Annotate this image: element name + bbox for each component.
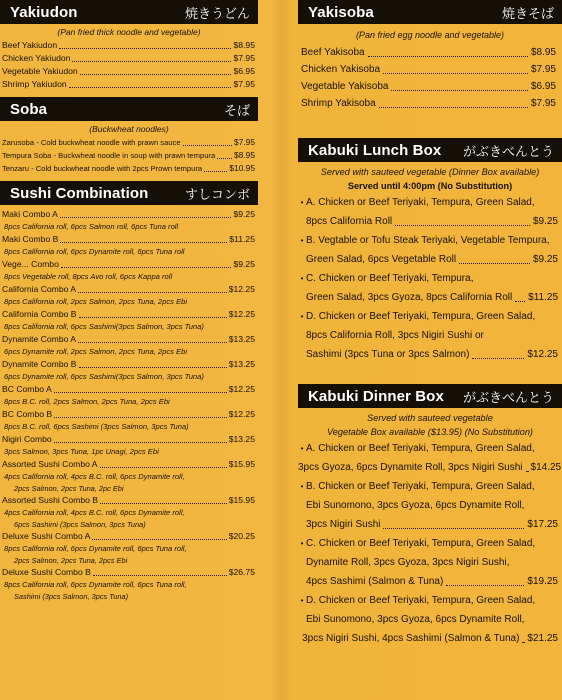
soba-list <box>0 136 258 175</box>
sushi-combo-header <box>0 181 258 205</box>
box-option <box>298 231 562 269</box>
option-price: $9.25 <box>532 254 558 265</box>
option-line <box>298 515 562 534</box>
option-line <box>298 439 562 458</box>
option-line <box>298 458 562 477</box>
dot-leader <box>69 87 232 88</box>
option-text: A. Chicken or Beef Teriyaki, Tempura, Green Salad, <box>306 443 535 454</box>
option-text: C. Chicken or Beef Teriyaki, Tempura, <box>306 273 474 284</box>
dot-leader <box>54 442 227 443</box>
menu-item <box>0 65 258 78</box>
option-line <box>298 572 562 591</box>
option-line <box>298 496 562 515</box>
item-name: Deluxe Sushi Combo A <box>2 531 91 541</box>
dot-leader <box>80 74 232 75</box>
menu-item <box>0 358 258 371</box>
item-description: 8pcs California roll, 6pcs Salmon roll, 6pcs Tuna roll <box>4 222 179 231</box>
section-title-japanese: そば <box>223 102 250 118</box>
item-price: $20.25 <box>228 531 255 541</box>
option-line <box>298 269 562 288</box>
item-name: Dynamite Combo B <box>2 359 77 369</box>
menu-item <box>298 78 562 95</box>
dot-leader <box>204 171 227 172</box>
lunch-box-header <box>298 138 562 162</box>
item-description: 8pcs California roll, 6pcs Dynamite roll, 6pcs Tuna roll, <box>4 544 187 553</box>
dot-leader <box>515 301 525 302</box>
option-text: D. Chicken or Beef Teriyaki, Tempura, Green Salad, <box>306 311 536 322</box>
item-description: 6pcs Dynamite roll, 6pcs Sashimi(3pcs Salmon, 3pcs Tuna) <box>4 372 204 381</box>
dot-leader <box>391 90 527 91</box>
item-name: BC Combo A <box>2 384 52 394</box>
option-text: 4pcs Sashimi (Salmon & Tuna) <box>306 576 444 587</box>
yakisoba-list <box>298 44 562 112</box>
option-line <box>298 477 562 496</box>
dot-leader <box>100 467 227 468</box>
menu-item <box>0 530 258 543</box>
item-name: Shrimp Yakiudon <box>2 79 67 89</box>
item-name: Vegetable Yakisoba <box>301 81 389 92</box>
option-line <box>298 307 562 326</box>
item-description: 8pcs B.C. roll, 2pcs Salmon, 2pcs Tuna, 2pcs Ebi <box>4 397 170 406</box>
dot-leader <box>459 263 530 264</box>
option-line <box>298 193 562 212</box>
dot-leader <box>78 342 227 343</box>
dinner-box-list <box>298 439 562 648</box>
box-option <box>298 193 562 231</box>
sushi-combo-list <box>0 208 258 602</box>
menu-item <box>298 61 562 78</box>
dinner-box-header <box>298 384 562 408</box>
box-option <box>298 307 562 364</box>
option-line <box>298 610 562 629</box>
option-line <box>298 553 562 572</box>
item-name: Vegetable Yakiudon <box>2 66 78 76</box>
item-price: $6.95 <box>530 81 556 92</box>
item-price: $8.95 <box>233 40 255 50</box>
dot-leader <box>183 145 232 146</box>
option-text: D. Chicken or Beef Teriyaki, Tempura, Green Salad, <box>306 595 536 606</box>
lunch-box-note: Served with sauteed vegetable (Dinner Box available) <box>320 167 540 177</box>
menu-item <box>0 383 258 396</box>
section-title: Yakiudon <box>10 3 78 21</box>
option-text: C. Chicken or Beef Teriyaki, Tempura, Green Salad, <box>306 538 536 549</box>
menu-item <box>0 208 258 221</box>
section-title-japanese: がぶきべんとう <box>462 389 554 405</box>
option-price: $11.25 <box>528 292 558 303</box>
item-price: $12.25 <box>228 309 255 319</box>
right-column <box>298 0 562 700</box>
item-name: Assorted Sushi Combo A <box>2 459 98 469</box>
yakisoba-header <box>298 0 562 24</box>
item-price: $9.25 <box>233 259 255 269</box>
dot-leader <box>383 528 524 529</box>
option-text: A. Chicken or Beef Teriyaki, Tempura, Green Salad, <box>306 197 535 208</box>
item-price: $13.25 <box>228 334 255 344</box>
dot-leader <box>79 317 227 318</box>
option-text: Ebi Sunomono, 3pcs Gyoza, 6pcs Dynamite Roll, <box>306 614 525 625</box>
option-line <box>298 629 562 648</box>
item-description: 8pcs California roll, 6pcs Sashimi(3pcs Salmon, 3pcs Tuna) <box>4 322 204 331</box>
menu-item <box>298 44 562 61</box>
menu-item <box>0 149 258 162</box>
bullet-icon: • <box>300 539 304 548</box>
option-line <box>298 326 562 345</box>
option-text: B. Vegtable or Tofu Steak Teriyaki, Vegetable Tempura, <box>306 235 550 246</box>
box-option <box>298 269 562 307</box>
dot-leader <box>368 56 528 57</box>
option-line <box>298 591 562 610</box>
item-description: 8pcs California roll, 6pcs Dynamite roll, 6pcs Tuna roll <box>4 247 185 256</box>
item-price: $6.95 <box>233 66 255 76</box>
dinner-box-vegetable-note: Vegetable Box available ($13.95) (No Substitution) <box>327 427 533 437</box>
option-text: Ebi Sunomono, 3pcs Gyoza, 6pcs Dynamite Roll, <box>306 500 525 511</box>
menu-item <box>298 95 562 112</box>
menu-item <box>0 458 258 471</box>
item-price: $13.25 <box>228 359 255 369</box>
item-price: $7.95 <box>233 79 255 89</box>
box-option <box>298 439 562 477</box>
item-name: Tempura Soba - Buckwheat noodle in soup with prawn tempura <box>2 151 216 160</box>
menu-item <box>0 258 258 271</box>
item-price: $7.95 <box>234 137 255 147</box>
menu-item <box>0 233 258 246</box>
dot-leader <box>61 267 232 268</box>
item-description: 8pcs Vegetable roll, 8pcs Avo roll, 6pcs Kappa roll <box>4 272 173 281</box>
item-name: California Combo B <box>2 309 77 319</box>
dot-leader <box>78 292 227 293</box>
option-text: Green Salad, 3pcs Gyoza, 8pcs California Roll <box>306 292 513 303</box>
menu-item <box>0 566 258 579</box>
option-price: $19.25 <box>527 576 558 587</box>
option-line <box>298 534 562 553</box>
yakisoba-subtitle: (Pan fried egg noodle and vegetable) <box>355 30 505 40</box>
option-price: $21.25 <box>527 633 558 644</box>
item-description-continued: Sashimi (3pcs Salmon, 3pcs Tuna) <box>14 592 129 601</box>
item-description: 8pcs California roll, 6pcs Dynamite roll, 6pcs Tuna roll, <box>4 580 187 589</box>
box-option <box>298 534 562 591</box>
item-price: $15.95 <box>228 495 255 505</box>
option-text: Sashimi (3pcs Tuna or 3pcs Salmon) <box>306 349 470 360</box>
item-name: Maki Combo A <box>2 209 58 219</box>
option-text: Green Salad, 6pcs Vegetable Roll <box>306 254 457 265</box>
item-name: Assorted Sushi Combo B <box>2 495 99 505</box>
yakiudon-header <box>0 0 258 24</box>
option-line <box>298 345 562 364</box>
item-name: Tenzaru - Cold buckwheat noodle with 2pcs Prown tempura <box>2 164 203 173</box>
item-description-continued: 2pcs Salmon, 2pcs Tuna, 2pc Ebi <box>14 484 124 493</box>
item-name: Chicken Yakisoba <box>301 64 381 75</box>
item-name: Dynamite Combo A <box>2 334 77 344</box>
item-description-continued: 2pcs Salmon, 2pcs Tuna, 2pcs Ebi <box>14 556 128 565</box>
menu-item <box>0 333 258 346</box>
item-name: Vege... Combo <box>2 259 59 269</box>
menu-item <box>0 494 258 507</box>
item-name: BC Combo B <box>2 409 53 419</box>
section-title: Yakisoba <box>308 3 374 21</box>
option-line <box>298 288 562 307</box>
option-line <box>298 212 562 231</box>
box-option <box>298 477 562 534</box>
bullet-icon: • <box>300 444 304 453</box>
item-name: Beef Yakiudon <box>2 40 58 50</box>
menu-item <box>0 78 258 91</box>
option-price: $9.25 <box>532 216 558 227</box>
item-price: $8.95 <box>234 150 255 160</box>
dot-leader <box>100 503 227 504</box>
option-text: 3pcs Gyoza, 6pcs Dynamite Roll, 3pcs Nigiri Sushi <box>298 462 523 473</box>
dot-leader <box>60 217 232 218</box>
item-price: $8.95 <box>530 47 556 58</box>
soba-subtitle: (Buckwheat noodles) <box>89 124 169 134</box>
dot-leader <box>72 61 231 62</box>
item-price: $26.75 <box>228 567 255 577</box>
item-description: 6pcs Dynamite roll, 2pcs Salmon, 2pcs Tuna, 2pcs Ebi <box>4 347 188 356</box>
dot-leader <box>79 367 227 368</box>
item-description: 8pcs B.C. roll, 6pcs Sashimi (3pcs Salmon, 3pcs Tuna) <box>4 422 189 431</box>
item-name: Zarusoba - Cold buckwheat noodle with prawn sauce <box>2 138 181 147</box>
section-title-japanese: がぶきべんとう <box>462 143 554 159</box>
menu-item <box>0 408 258 421</box>
dot-leader <box>472 358 524 359</box>
bullet-icon: • <box>300 274 304 283</box>
item-price: $7.95 <box>530 64 556 75</box>
item-description: 4pcs California roll, 4pcs B.C. roll, 6pcs Dynamite roll, <box>4 508 185 517</box>
item-price: $7.95 <box>530 98 556 109</box>
bullet-icon: • <box>300 482 304 491</box>
item-price: $12.25 <box>228 284 255 294</box>
menu-item <box>0 283 258 296</box>
item-price: $15.95 <box>228 459 255 469</box>
menu-item <box>0 162 258 175</box>
yakiudon-subtitle: (Pan fried thick noodle and vegetable) <box>57 27 201 37</box>
dot-leader <box>92 539 226 540</box>
item-description: 8pcs California roll, 2pcs Salmon, 2pcs Tuna, 2pcs Ebi <box>4 297 188 306</box>
dot-leader <box>383 73 528 74</box>
section-title: Sushi Combination <box>10 184 149 202</box>
lunch-box-list <box>298 193 562 364</box>
bullet-icon: • <box>300 198 304 207</box>
dot-leader <box>522 642 524 643</box>
bullet-icon: • <box>300 236 304 245</box>
dot-leader <box>54 392 227 393</box>
item-name: Maki Combo B <box>2 234 59 244</box>
option-line <box>298 250 562 269</box>
dot-leader <box>60 242 227 243</box>
menu-item <box>0 52 258 65</box>
dot-leader <box>217 158 232 159</box>
menu-item <box>0 308 258 321</box>
section-title: Soba <box>10 100 48 118</box>
dot-leader <box>59 48 231 49</box>
item-price: $10.95 <box>229 163 255 173</box>
item-name: Chicken Yakiudon <box>2 53 71 63</box>
item-name: Shrimp Yakisoba <box>301 98 376 109</box>
option-price: $14.25 <box>530 462 562 473</box>
option-text: 3pcs Nigiri Sushi <box>306 519 381 530</box>
menu-item <box>0 433 258 446</box>
dot-leader <box>395 225 530 226</box>
section-title: Kabuki Lunch Box <box>308 141 442 159</box>
item-price: $11.25 <box>229 234 255 244</box>
section-title-japanese: 焼きそば <box>501 5 554 21</box>
item-price: $12.25 <box>228 384 255 394</box>
item-name: Deluxe Sushi Combo B <box>2 567 91 577</box>
section-title-japanese: 焼きうどん <box>184 5 250 21</box>
item-price: $12.25 <box>228 409 255 419</box>
dot-leader <box>93 575 227 576</box>
item-description: 3pcs Salmon, 3pcs Tuna, 1pc Unagi, 2pcs Ebi <box>4 447 159 456</box>
option-text: 8pcs California Roll <box>306 216 393 227</box>
item-description: 4pcs California roll, 4pcs B.C. roll, 6pcs Dynamite roll, <box>4 472 185 481</box>
item-price: $7.95 <box>233 53 255 63</box>
menu-item <box>0 136 258 149</box>
dot-leader <box>379 107 528 108</box>
box-option <box>298 591 562 648</box>
option-price: $12.25 <box>527 349 558 360</box>
left-column <box>0 0 258 700</box>
lunch-box-hours: Served until 4:00pm (No Substitution) <box>347 181 513 191</box>
option-price: $17.25 <box>527 519 558 530</box>
section-title: Kabuki Dinner Box <box>308 387 444 405</box>
bullet-icon: • <box>300 596 304 605</box>
item-description-continued: 6pcs Sashimi (3pcs Salmon, 3pcs Tuna) <box>14 520 146 529</box>
item-name: Nigiri Combo <box>2 434 52 444</box>
dot-leader <box>526 471 528 472</box>
menu-item <box>0 39 258 52</box>
option-text: 3pcs Nigiri Sushi, 4pcs Sashimi (Salmon & Tuna) <box>302 633 520 644</box>
item-price: $9.25 <box>233 209 255 219</box>
item-name: California Combo A <box>2 284 77 294</box>
section-title-japanese: すしコンボ <box>184 186 250 202</box>
option-text: Dynamite Roll, 3pcs Gyoza, 3pcs Nigiri Sushi, <box>306 557 510 568</box>
dot-leader <box>446 585 524 586</box>
option-text: 8pcs California Roll, 3pcs Nigiri Sushi or <box>306 330 484 341</box>
option-text: B. Chicken or Beef Teriyaki, Tempura, Green Salad, <box>306 481 535 492</box>
soba-header <box>0 97 258 121</box>
dinner-box-note: Served with sauteed vegetable <box>367 413 493 423</box>
yakiudon-list <box>0 39 258 91</box>
bullet-icon: • <box>300 312 304 321</box>
dot-leader <box>54 417 227 418</box>
item-price: $13.25 <box>228 434 255 444</box>
option-line <box>298 231 562 250</box>
item-name: Beef Yakisoba <box>301 47 365 58</box>
